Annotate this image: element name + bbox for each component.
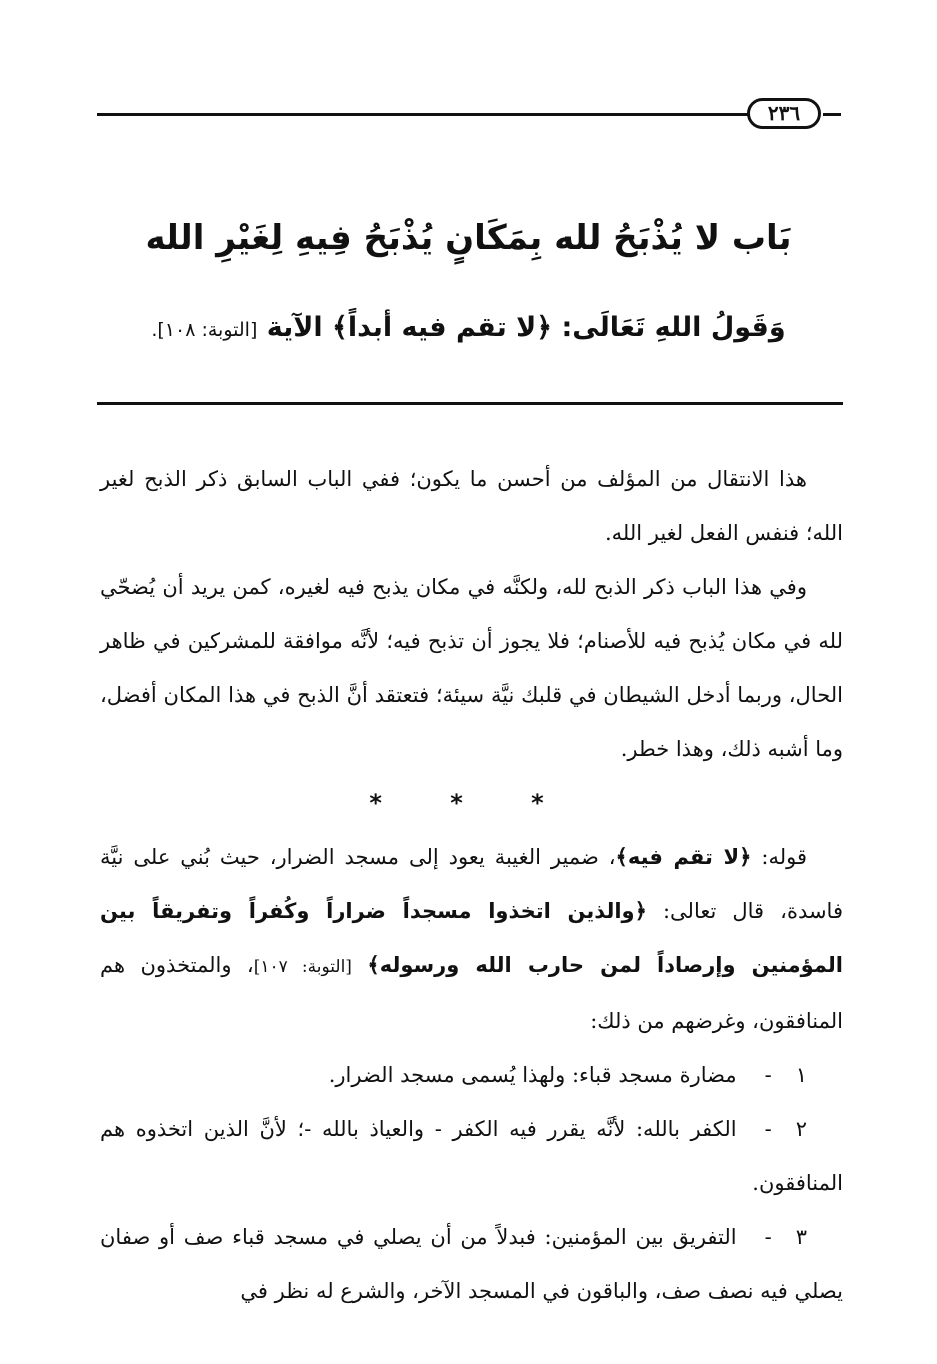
list-item-dash: - — [764, 1063, 772, 1087]
list-item-number: ٣ — [795, 1225, 807, 1249]
verse-suffix: الآية — [266, 312, 323, 343]
list-item-number: ١ — [795, 1063, 807, 1087]
list-item-text: مضارة مسجد قباء: ولهذا يُسمى مسجد الضرار. — [328, 1063, 737, 1087]
verse-reference: [التوبة: ١٠٨]. — [151, 319, 258, 341]
section-separator: * * * — [369, 789, 574, 817]
verse-quote: ﴿لا تقم فيه أبداً﴾ — [332, 312, 553, 343]
list-item-text: الكفر بالله: لأنَّه يقرر فيه الكفر - والعياذ بالله -؛ لأنَّ الذين اتخذوه هم المنافقون. — [100, 1117, 843, 1195]
header-rule-right — [823, 113, 841, 116]
list-item — [100, 1048, 843, 1102]
header-rule-left — [97, 113, 749, 116]
list-item-number: ٢ — [795, 1117, 807, 1141]
list-item — [100, 1102, 843, 1210]
chapter-verse-line — [100, 300, 837, 358]
para3-quote-1: ﴿لا تقم فيه﴾ — [615, 845, 752, 869]
paragraph-3 — [100, 830, 843, 1048]
section-divider — [97, 402, 843, 405]
para3-mid: ، ضمير الغيبة يعود إلى مسجد الضرار، حيث بُني على نيَّة فاسدة، قال تعالى: — [100, 845, 843, 923]
paragraph-2: وفي هذا الباب ذكر الذبح لله، ولكنَّه في مكان يذبح فيه لغيره، كمن يريد أن يُضحّي لله في مكان يُذبح فيه للأصنام؛ فلا يجوز أن تذبح فيه؛ لأنَّه موافقة للمشركين في ظاهر الحال، وربما أدخل الشيطان في قلبك نيَّة سيئة؛ فتعتقد أنَّ الذبح في هذا المكان أفضل، وما أشبه ذلك، وهذا خطر. — [100, 575, 843, 761]
list-item — [100, 1210, 843, 1318]
chapter-title: بَاب لا يُذْبَحُ لله بِمَكَانٍ يُذْبَحُ فِيهِ لِغَيْرِ الله — [145, 218, 792, 258]
verse-intro: وَقَولُ اللهِ تَعَالَى: — [561, 312, 786, 343]
para3-intro: قوله: — [761, 845, 807, 869]
list-item-text: التفريق بين المؤمنين: فبدلاً من أن يصلي في مسجد قباء صف أو صفان يصلي فيه نصف صف، والباقون في المسجد الآخر، والشرع له نظر في — [100, 1225, 843, 1303]
para3-reference: [التوبة: ١٠٧] — [253, 957, 352, 977]
paragraph-1: هذا الانتقال من المؤلف من أحسن ما يكون؛ ففي الباب السابق ذكر الذبح لغير الله؛ فنفس الفعل لغير الله. — [100, 467, 843, 545]
para3-end: ، والمتخذون هم المنافقون، وغرضهم من ذلك: — [100, 953, 843, 1033]
page-number: ٢٣٦ — [747, 98, 821, 129]
list-item-dash: - — [764, 1225, 772, 1249]
list-item-dash: - — [764, 1117, 772, 1141]
para3-quote-2: ﴿والذين اتخذوا مسجداً ضراراً وكُفراً وتفريقاً بين المؤمنين وإرصاداً لمن حارب الله ورسوله﴾ — [100, 899, 843, 977]
body-text — [100, 452, 843, 1318]
